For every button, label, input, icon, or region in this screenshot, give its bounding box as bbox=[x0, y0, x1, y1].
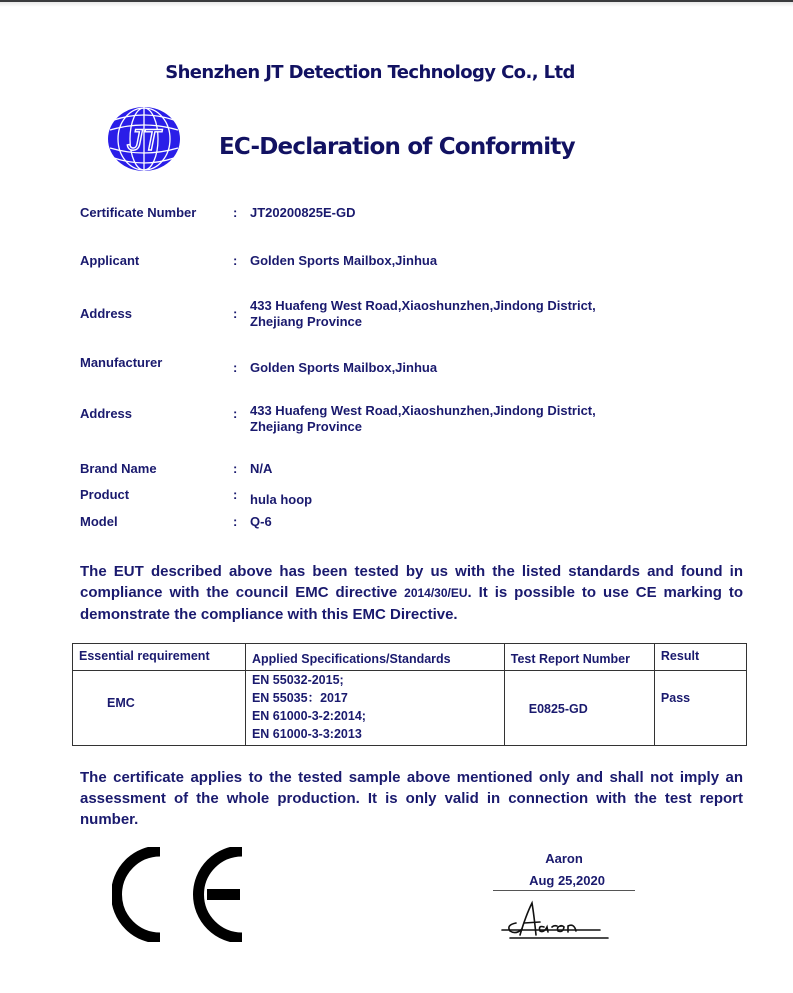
header-essential-requirement: Essential requirement bbox=[73, 644, 246, 671]
field-label-manufacturer-address: Address bbox=[80, 406, 133, 421]
page-title: EC-Declaration of Conformity bbox=[219, 134, 575, 160]
field-label-model: Model bbox=[80, 514, 118, 529]
cell-standards bbox=[245, 671, 504, 746]
field-label-brand-name: Brand Name bbox=[80, 461, 157, 476]
field-label-manufacturer: Manufacturer bbox=[80, 355, 163, 370]
table-row bbox=[73, 671, 747, 746]
header-applied-specifications: Applied Specifications/Standards bbox=[245, 644, 504, 671]
signature-date: Aug 25,2020 bbox=[529, 873, 605, 888]
field-value-manufacturer-address bbox=[250, 403, 596, 435]
ce-mark-icon bbox=[112, 847, 247, 942]
signatory-name: Aaron bbox=[545, 851, 583, 866]
globe-logo-icon bbox=[106, 106, 182, 172]
standard-item: EN 61000-3-2:2014; bbox=[251, 709, 366, 723]
colon: : bbox=[233, 253, 238, 268]
address-line-2: Zhejiang Province bbox=[250, 314, 362, 329]
address-line-1: 433 Huafeng West Road,Xiaoshunzhen,Jindong District, bbox=[250, 298, 596, 313]
requirements-table bbox=[72, 643, 747, 746]
header-test-report-number: Test Report Number bbox=[504, 644, 654, 671]
field-value-manufacturer: Golden Sports Mailbox,Jinhua bbox=[250, 360, 438, 375]
colon: : bbox=[233, 514, 238, 529]
header-result: Result bbox=[654, 644, 746, 671]
field-value-applicant-address bbox=[250, 298, 596, 330]
field-label-product: Product bbox=[80, 487, 130, 502]
statement-part-1: The EUT described above has been tested by us with the listed standards and found in compliance with the council EMC directive bbox=[80, 563, 743, 601]
directive-number: 2014/30/EU bbox=[404, 586, 468, 600]
logo-text: JT bbox=[127, 124, 161, 157]
colon: : bbox=[233, 360, 238, 375]
handwritten-signature bbox=[500, 895, 610, 945]
standard-item: EN 61000-3-3:2013 bbox=[251, 727, 362, 741]
company-name: Shenzhen JT Detection Technology Co., Ltd bbox=[165, 62, 575, 83]
field-value-applicant: Golden Sports Mailbox,Jinhua bbox=[250, 253, 438, 268]
cell-result: Pass bbox=[654, 671, 746, 746]
colon: : bbox=[233, 461, 238, 476]
colon: : bbox=[233, 306, 238, 321]
standard-item: EN 55035：2017 bbox=[251, 691, 348, 705]
signature-line bbox=[493, 890, 635, 891]
address-line-2: Zhejiang Province bbox=[250, 419, 362, 434]
conformity-statement bbox=[80, 561, 743, 625]
field-value-model: Q-6 bbox=[250, 514, 272, 529]
table-header-row bbox=[73, 644, 747, 671]
colon: : bbox=[233, 487, 238, 502]
field-value-brand-name: N/A bbox=[250, 461, 273, 476]
field-label-certificate-number: Certificate Number bbox=[80, 205, 197, 220]
top-shadow bbox=[0, 2, 793, 7]
standard-item: EN 55032-2015; bbox=[251, 673, 344, 687]
colon: : bbox=[233, 205, 238, 220]
address-line-1: 433 Huafeng West Road,Xiaoshunzhen,Jindong District, bbox=[250, 403, 596, 418]
field-label-applicant-address: Address bbox=[80, 306, 133, 321]
statement-part-2: . It is possible to use CE marking to demonstrate the compliance with this EMC Directive. bbox=[80, 584, 743, 623]
disclaimer: The certificate applies to the tested sample above mentioned only and shall not imply an assessment of the whole production. It is only valid in connection with the test report number. bbox=[80, 769, 743, 828]
field-value-certificate-number: JT20200825E-GD bbox=[250, 205, 356, 220]
cell-report-number: E0825-GD bbox=[504, 671, 654, 746]
field-value-product: hula hoop bbox=[250, 492, 313, 507]
colon: : bbox=[233, 406, 238, 421]
field-label-applicant: Applicant bbox=[80, 253, 140, 268]
cell-requirement: EMC bbox=[73, 671, 246, 746]
